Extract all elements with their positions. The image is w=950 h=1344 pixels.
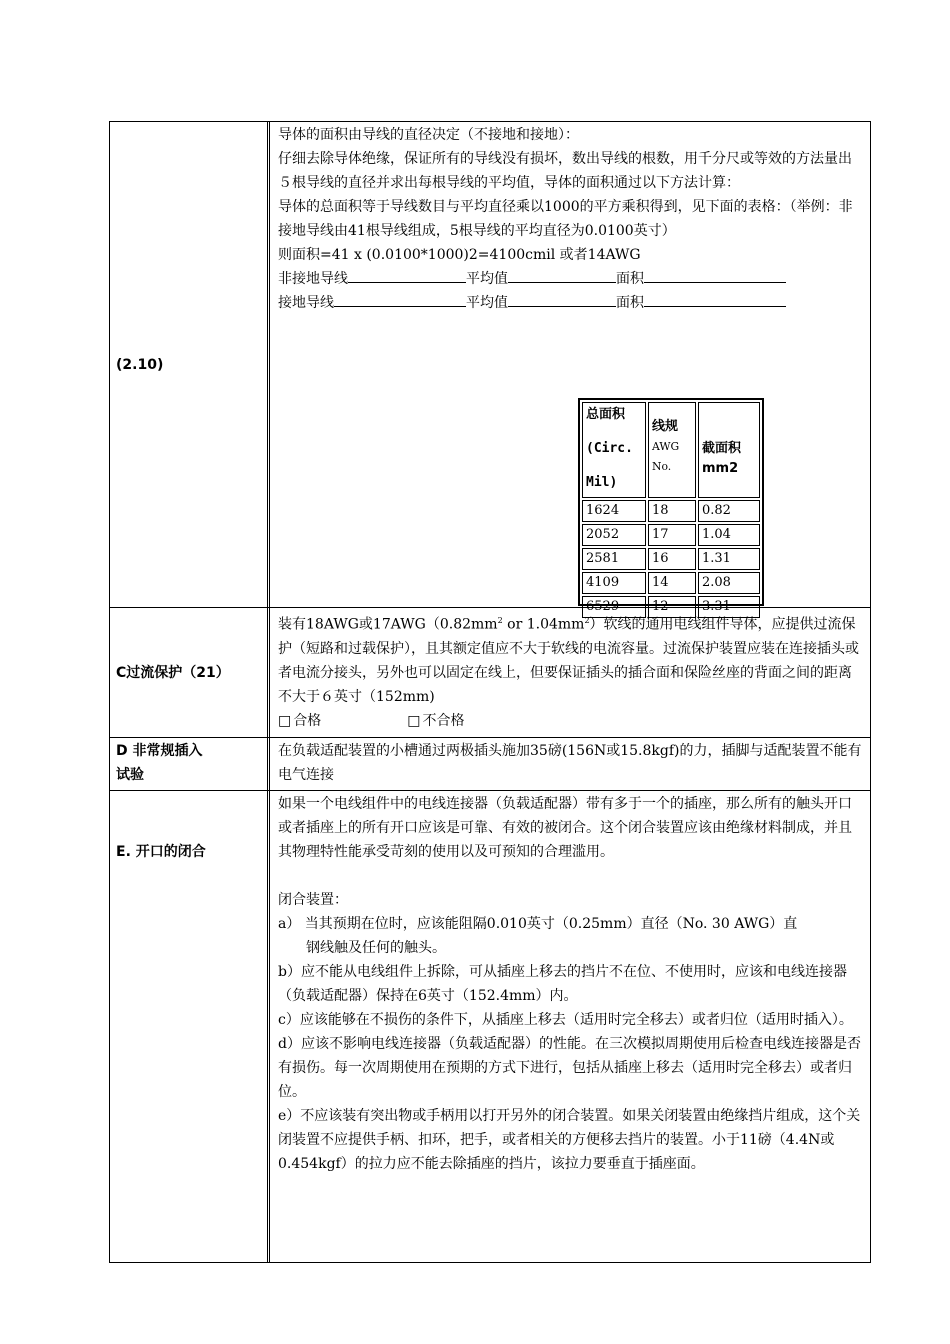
row-content-2-10 <box>278 123 862 315</box>
awg-table <box>578 398 764 614</box>
table-row <box>582 572 760 594</box>
table-row <box>582 500 760 522</box>
form-label-nongrounded: 非接地导线 <box>278 271 348 287</box>
pass-label: 合格 <box>293 712 322 729</box>
closure-item-a-cont: 钢线触及任何的触头。 <box>306 940 446 956</box>
overcurrent-text-b: or 1.04mm <box>502 616 585 633</box>
awg-header-total-area-title: 总面积 <box>586 407 626 422</box>
fail-label: 不合格 <box>422 712 465 729</box>
overcurrent-text-c: ）软线的通用电线组件导体，应提供过流保护（短路和过载保护），且其额定值应不大于软线的电流容量。过流保护装置应装在连接插头或者电流分接头，另外也可以固定在线上，但要保证插头的插合面和保险丝座的背面之间的距离不大于６英寸（152mm) <box>278 616 859 705</box>
form-label-grounded: 接地导线 <box>278 295 334 311</box>
fail-checkbox[interactable] <box>407 713 464 729</box>
blank-nongrounded-average[interactable] <box>508 268 616 283</box>
awg-header-gauge-title: 线规 <box>652 419 679 434</box>
form-line-grounded <box>278 291 862 315</box>
awg-header-no: No. <box>652 460 672 473</box>
checkbox-icon: □ <box>407 712 421 729</box>
blank-grounded-count[interactable] <box>334 292 466 307</box>
row-label-d <box>116 739 203 787</box>
cell-area: 1624 <box>582 500 646 522</box>
paragraph-closure-intro: 如果一个电线组件中的电线连接器（负载适配器）带有多于一个的插座，那么所有的触头开口或者插座上的所有开口应该是可靠、有效的被闭合。这个闭合装置应该由绝缘材料制成，并且其物理特性能承受苛刻的使用以及可预知的合理滥用。 <box>278 796 852 860</box>
form-label-average: 平均值 <box>466 271 508 287</box>
row-label-2-10: (2.10) <box>116 357 164 373</box>
cell-awg: 16 <box>648 548 696 570</box>
cell-area: 2581 <box>582 548 646 570</box>
closure-heading: 闭合装置： <box>278 892 348 908</box>
checkbox-icon: □ <box>278 712 292 729</box>
form-label-area: 面积 <box>616 295 644 311</box>
cell-area: 6529 <box>582 596 646 618</box>
result-checkboxes <box>278 709 862 733</box>
form-label-area: 面积 <box>616 271 644 287</box>
row-2-10 <box>110 122 870 614</box>
paragraph-area-intro: 导体的面积由导线的直径决定（不接地和接地）： <box>278 127 579 143</box>
row-content-c <box>278 609 862 733</box>
row-label-e: E. 开口的闭合 <box>116 844 206 860</box>
cell-awg: 14 <box>648 572 696 594</box>
closure-item-d: d）应该不影响电线连接器（负载适配器）的性能。在三次模拟周期使用后检查电线连接器是否有损伤。每一次周期使用在预期的方式下进行，包括从插座上移去（适用时完全移去）或者归位。 <box>278 1036 861 1100</box>
cell-awg: 18 <box>648 500 696 522</box>
paragraph-total-area: 导体的总面积等于导线数目与平均直径乘以1000的平方乘积得到，见下面的表格：（举例：非接地导线由41根导线组成，5根导线的平均直径为0.0100英寸） <box>278 199 853 239</box>
overcurrent-text-a: 装有18AWG或17AWG（0.82mm <box>278 616 498 633</box>
closure-item-c: c）应该能够在不损伤的条件下，从插座上移去（适用时完全移去）或者归位（适用时插入）。 <box>278 1012 853 1028</box>
row-label-d-line1: D 非常规插入 <box>116 743 203 759</box>
blank-grounded-area[interactable] <box>644 292 786 307</box>
cell-area: 4109 <box>582 572 646 594</box>
cell-mm2: 3.31 <box>698 596 760 618</box>
blank-nongrounded-area[interactable] <box>644 268 786 283</box>
cell-awg: 12 <box>648 596 696 618</box>
paragraph-overcurrent <box>278 609 862 709</box>
cell-mm2: 2.08 <box>698 572 760 594</box>
awg-header-circ: (Circ. <box>586 441 633 456</box>
cell-mm2: 0.82 <box>698 500 760 522</box>
table-row <box>582 524 760 546</box>
paragraph-method: 仔细去除导体绝缘，保证所有的导线没有损坏，数出导线的根数，用千分尺或等效的方法量出５根导线的直径并求出每根导线的平均值，导体的面积通过以下方法计算： <box>278 151 852 191</box>
row-d-abnormal-insertion <box>110 738 870 791</box>
paragraph-abnormal-insertion: 在负载适配装置的小槽通过两极插头施加35磅(156N或15.8kgf)的力，插脚与适配装置不能有电气连接 <box>278 743 862 783</box>
row-e-opening-closure <box>110 791 870 1264</box>
awg-header-mil: Mil) <box>586 475 618 490</box>
awg-header-total-area <box>582 402 646 498</box>
blank-nongrounded-count[interactable] <box>348 268 466 283</box>
table-row <box>582 548 760 570</box>
blank-grounded-average[interactable] <box>508 292 616 307</box>
awg-header-section-title: 截面积 <box>702 441 742 456</box>
row-content-e <box>278 792 862 1176</box>
closure-item-b: b）应不能从电线组件上拆除，可从插座上移去的挡片不在位、不使用时，应该和电线连接器（负载适配器）保持在6英寸（152.4mm）内。 <box>278 964 847 1004</box>
cell-area: 2052 <box>582 524 646 546</box>
row-label-c: C过流保护（21） <box>116 665 230 681</box>
awg-header-awg: AWG <box>652 440 680 453</box>
form-line-nongrounded <box>278 267 862 291</box>
spec-table <box>109 121 871 1263</box>
sup-squared-2: 2 <box>584 616 590 625</box>
awg-header-section <box>698 402 760 498</box>
cell-mm2: 1.31 <box>698 548 760 570</box>
row-content-d <box>278 739 862 787</box>
cell-awg: 17 <box>648 524 696 546</box>
awg-header-gauge <box>648 402 696 498</box>
form-label-average: 平均值 <box>466 295 508 311</box>
closure-item-a: a） 当其预期在位时，应该能阻隔0.010英寸（0.25mm）直径（No. 30 AWG）直 <box>278 916 798 932</box>
row-label-d-line2: 试验 <box>116 767 144 783</box>
pass-checkbox[interactable] <box>278 713 321 729</box>
sup-squared-1: 2 <box>497 616 503 625</box>
paragraph-example-formula: 则面积=41 x (0.0100*1000)2=4100cmil 或者14AWG <box>278 247 641 263</box>
row-c-overcurrent <box>110 608 870 738</box>
awg-header-mm2: mm2 <box>702 461 739 476</box>
closure-item-e: e）不应该装有突出物或手柄用以打开另外的闭合装置。如果关闭装置由绝缘挡片组成，这个关闭装置不应提供手柄、扣环，把手，或者相关的方便移去挡片的装置。小于11磅（4.4N或0.454kgf）的拉力应不能去除插座的挡片，该拉力要垂直于插座面。 <box>278 1108 861 1172</box>
cell-mm2: 1.04 <box>698 524 760 546</box>
